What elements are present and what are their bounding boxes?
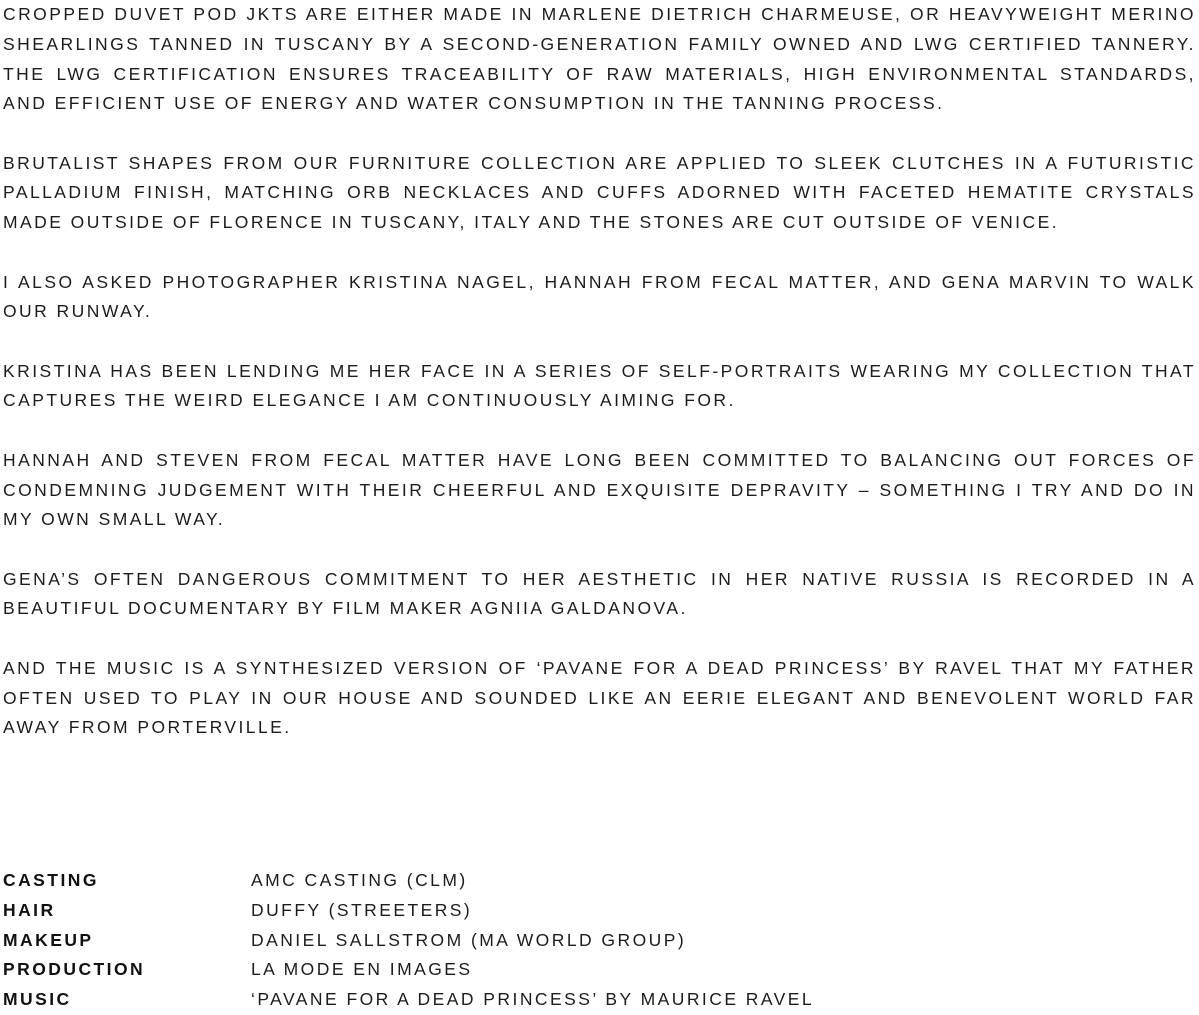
paragraph-music: AND THE MUSIC IS A SYNTHESIZED VERSION OF ‘PAVANE FOR A DEAD PRINCESS’ BY RAVEL THAT MY FATHER OFTEN USED TO PLAY IN OUR HOUSE AND SOUNDED LIKE AN EERIE ELEGANT AND BENEVOLENT WORLD FAR AWAY FROM PORTERVILLE. (3, 657, 1196, 738)
article-body (3, 0, 1196, 773)
credits-list (3, 866, 1196, 1015)
paragraph-brutalist-shapes: BRUTALIST SHAPES FROM OUR FURNITURE COLLECTION ARE APPLIED TO SLEEK CLUTCHES IN A FUTURISTIC PALLADIUM FINISH, MATCHING ORB NECKLACES AND CUFFS ADORNED WITH FACETED HEMATITE CRYSTALS MADE OUTSIDE OF FLORENCE IN TUSCANY, ITALY AND THE STONES ARE CUT OUTSIDE OF VENICE. (3, 152, 1196, 233)
credit-row-production (3, 955, 1196, 985)
credit-role: MUSIC (3, 989, 72, 1010)
credit-value: LA MODE EN IMAGES (251, 959, 473, 980)
credit-value: ‘PAVANE FOR A DEAD PRINCESS’ BY MAURICE RAVEL (251, 989, 815, 1010)
credit-value: DANIEL SALLSTROM (MA WORLD GROUP) (251, 929, 687, 950)
credit-role: MAKEUP (3, 929, 94, 950)
paragraph-kristina: KRISTINA HAS BEEN LENDING ME HER FACE IN A SERIES OF SELF-PORTRAITS WEARING MY COLLECTION THAT CAPTURES THE WEIRD ELEGANCE I AM CONTINUOUSLY AIMING FOR. (3, 360, 1196, 411)
credit-row-casting (3, 866, 1196, 896)
credit-role: CASTING (3, 870, 99, 890)
credit-value: AMC CASTING (CLM) (251, 870, 468, 890)
credit-value: DUFFY (STREETERS) (251, 899, 473, 920)
credit-row-music (3, 985, 1196, 1015)
credit-role: HAIR (3, 899, 56, 920)
credit-row-hair (3, 896, 1196, 926)
credit-row-makeup (3, 926, 1196, 956)
paragraph-hannah-steven: HANNAH AND STEVEN FROM FECAL MATTER HAVE LONG BEEN COMMITTED TO BALANCING OUT FORCES OF CONDEMNING JUDGEMENT WITH THEIR CHEERFUL AND EXQUISITE DEPRAVITY – SOMETHING I TRY AND DO IN MY OWN SMALL WAY. (3, 449, 1196, 530)
paragraph-gena: GENA’S OFTEN DANGEROUS COMMITMENT TO HER AESTHETIC IN HER NATIVE RUSSIA IS RECORDED IN A BEAUTIFUL DOCUMENTARY BY FILM MAKER AGNIIA GALDANOVA. (3, 568, 1196, 619)
paragraph-runway-walkers: I ALSO ASKED PHOTOGRAPHER KRISTINA NAGEL, HANNAH FROM FECAL MATTER, AND GENA MARVIN TO WALK OUR RUNWAY. (3, 271, 1196, 322)
credit-role: PRODUCTION (3, 959, 146, 980)
paragraph-duvet-jackets: CROPPED DUVET POD JKTS ARE EITHER MADE IN MARLENE DIETRICH CHARMEUSE, OR HEAVYWEIGHT MERINO SHEARLINGS TANNED IN TUSCANY BY A SECOND-GENERATION FAMILY OWNED AND LWG CERTIFIED TANNERY. THE LWG CERTIFICATION ENSURES TRACEABILITY OF RAW MATERIALS, HIGH ENVIRONMENTAL STANDARDS, AND EFFICIENT USE OF ENERGY AND WATER CONSUMPTION IN THE TANNING PROCESS. (3, 4, 1196, 114)
